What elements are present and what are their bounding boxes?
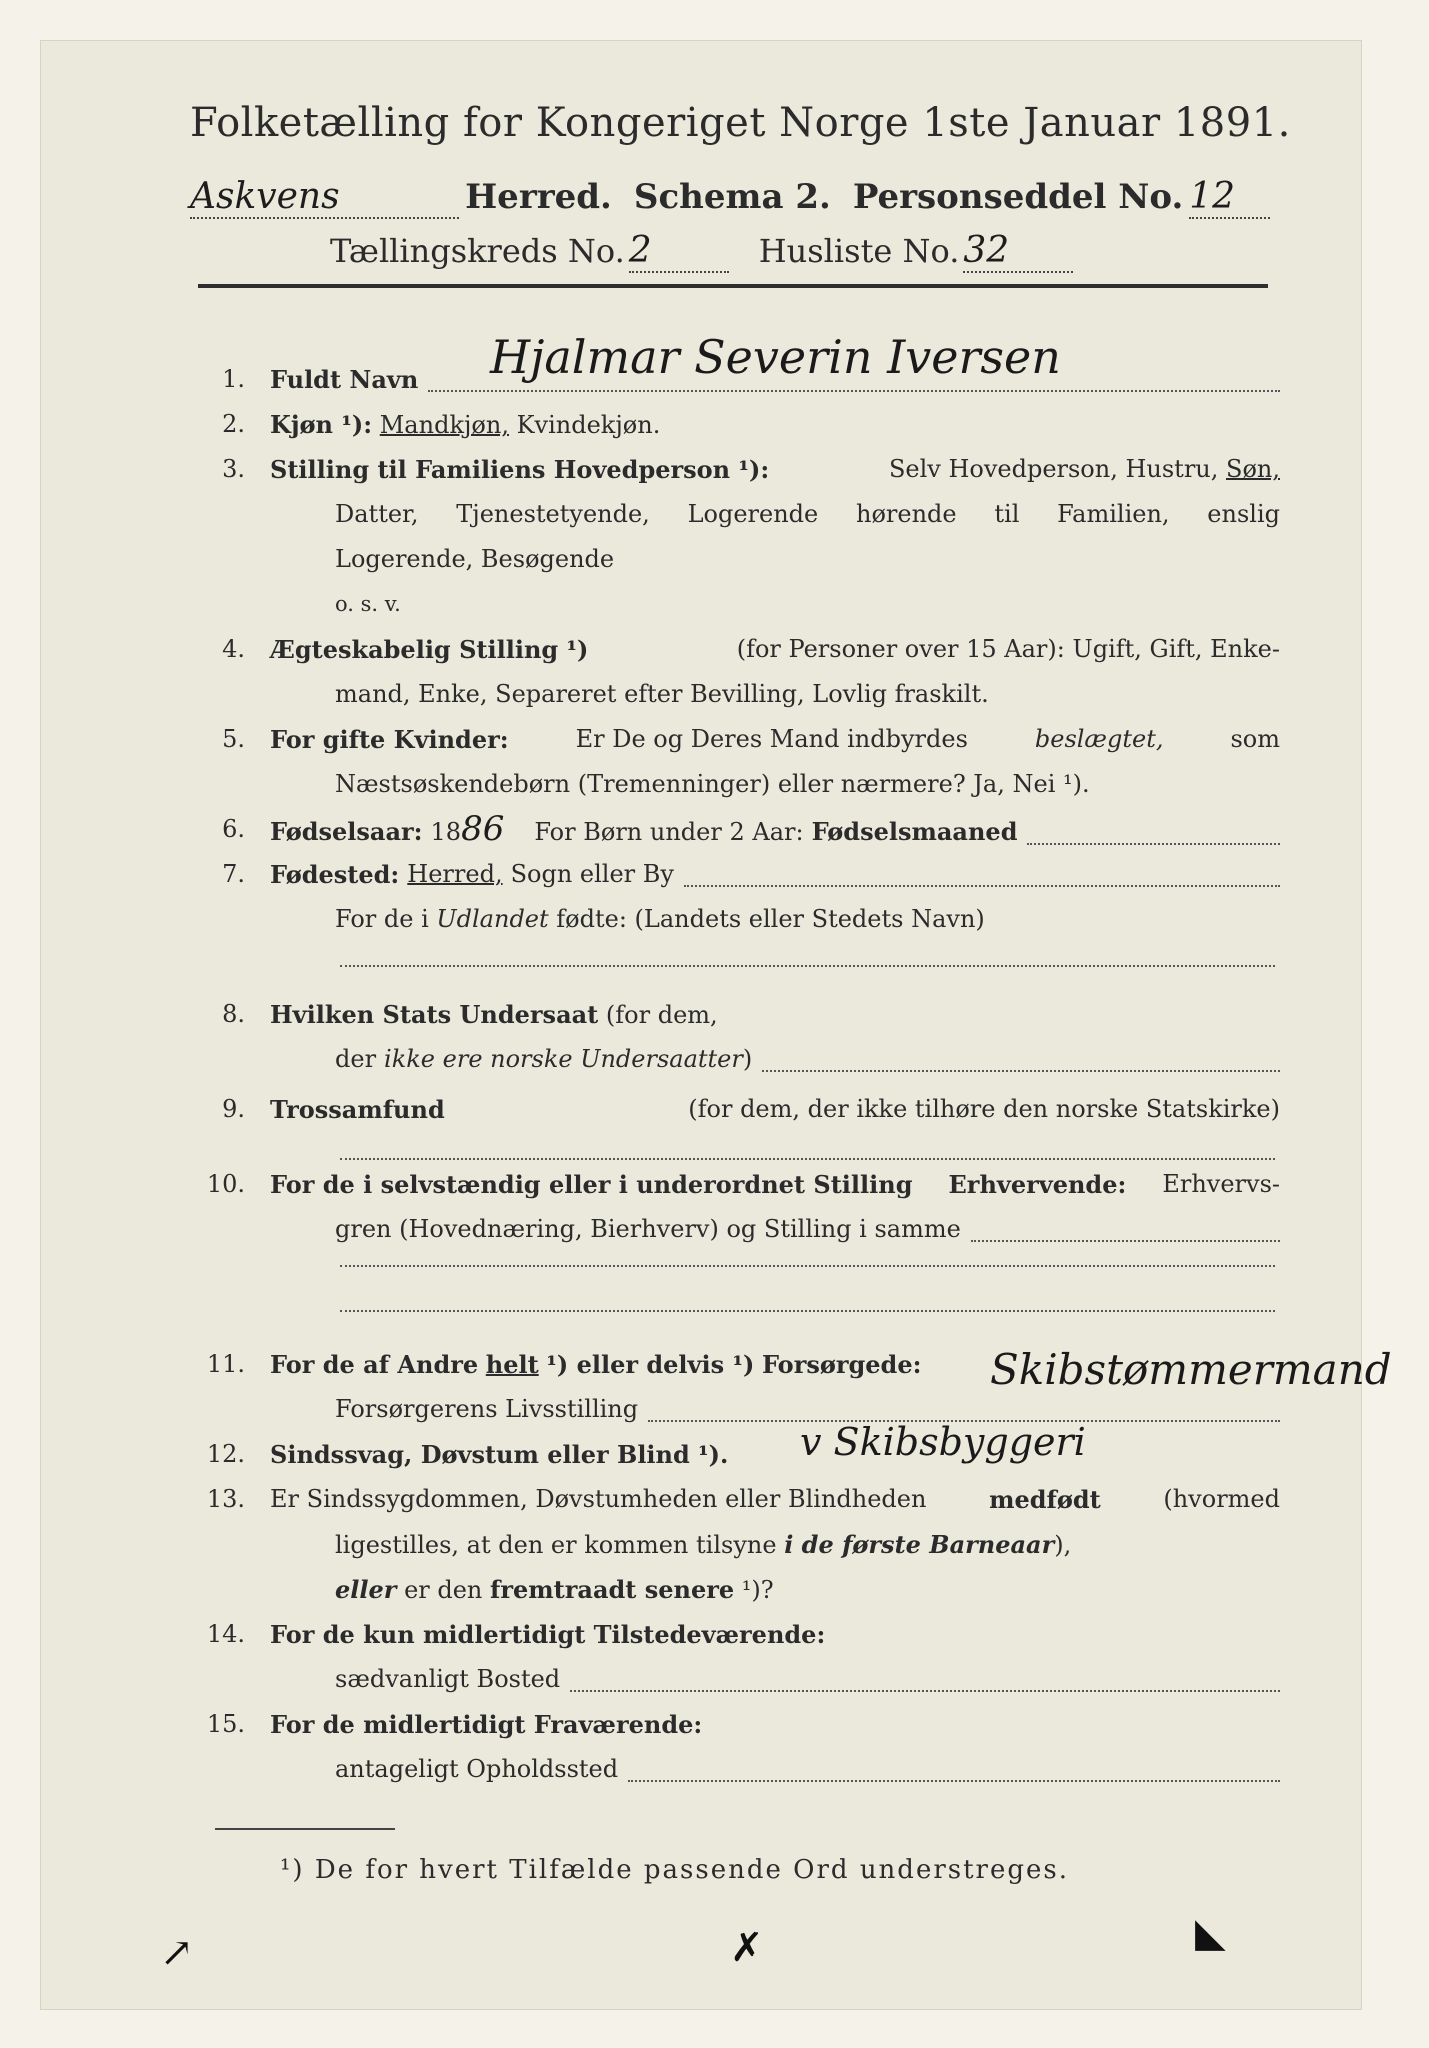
- item-text-part: Er Sindssygdommen, Døvstumheden eller Blindheden: [270, 1485, 927, 1513]
- item-text-part: antageligt Opholdssted: [335, 1755, 619, 1783]
- item-text-part: Er De og Deres Mand indbyrdes: [575, 725, 968, 753]
- header-line-2: [330, 230, 1410, 273]
- item-text-part: gren (Hovednæring, Bierhverv) og Stilling i samme: [335, 1215, 961, 1243]
- item-text-part: [335, 1565, 1345, 1615]
- husliste-label: Husliste No.: [758, 232, 960, 270]
- item-text: [270, 1430, 1280, 1480]
- header-rule: [198, 284, 1268, 288]
- item-number: 7.: [222, 860, 245, 888]
- personseddel-label: Personseddel No.: [852, 177, 1184, 217]
- header-line-1: [190, 176, 1270, 219]
- personseddel-handwritten: 12: [1189, 176, 1270, 219]
- item-number: 14.: [206, 1620, 245, 1648]
- item-text-part: sædvanligt Bosted: [335, 1665, 561, 1693]
- item-text: [270, 1610, 1280, 1660]
- item-text-part: i de første Barneaar: [784, 1530, 1055, 1559]
- item-label: For gifte Kvinder:: [270, 725, 509, 754]
- item-text: [270, 625, 1280, 674]
- item-label: For de kun midlertidigt Tilstedeværende:: [270, 1620, 826, 1649]
- item-text: [270, 400, 1280, 450]
- answer-line: [340, 965, 1275, 967]
- item-text-part: Sogn eller By: [510, 860, 674, 888]
- item-number: 12.: [206, 1440, 245, 1468]
- item-number: 8.: [222, 1000, 245, 1028]
- item-label: Fødested:: [270, 860, 400, 889]
- item-text-part: Forsørgerens Livsstilling: [335, 1395, 639, 1423]
- kreds-label: Tællingskreds No.: [330, 232, 625, 270]
- item-number: 3.: [222, 455, 245, 483]
- item-text-part: beslægtet,: [1034, 725, 1164, 753]
- supporter-occupation-handwritten: Skibstømmermand: [990, 1345, 1392, 1394]
- item-text-part: der: [335, 1045, 377, 1073]
- item-text-part: For de i: [335, 905, 429, 933]
- item-number: 13.: [206, 1485, 245, 1513]
- item-text-part: For de af Andre: [270, 1350, 479, 1379]
- item-text-part: Udlandet: [436, 905, 549, 933]
- item-text-part: [335, 1205, 1280, 1254]
- answer-line: [340, 1265, 1275, 1267]
- item-text-part: [335, 1520, 1345, 1570]
- item-text-part: For Børn under 2 Aar:: [534, 818, 804, 846]
- item-text-part: (for dem,: [605, 1001, 718, 1029]
- item-text-part: (hvormed: [1163, 1485, 1280, 1513]
- husliste-handwritten: 32: [963, 230, 1073, 273]
- item-number: 4.: [222, 635, 245, 663]
- item-text: [270, 990, 1280, 1040]
- item-text: [270, 1085, 1280, 1134]
- schema-label: Schema 2.: [633, 177, 831, 217]
- item-number: 5.: [222, 725, 245, 753]
- item-text-part: (for Personer over 15 Aar): Ugift, Gift, Enke-: [736, 635, 1280, 663]
- item-text-part: ikke ere norske Undersaatter: [384, 1045, 743, 1073]
- footnote-rule: [215, 1828, 395, 1830]
- item-text-part: Næstsøskendebørn (Tremenninger) eller nærmere? Ja, Nei ¹).: [335, 770, 1090, 798]
- item-text-part: fremtraadt senere: [490, 1575, 735, 1604]
- item-text-part: [335, 895, 1345, 944]
- item-text-part: (for dem, der ikke tilhøre den norske Statskirke): [688, 1095, 1280, 1123]
- item-number: 11.: [206, 1350, 245, 1378]
- item-text-part: Forsørgede:: [761, 1350, 922, 1379]
- option-kvindekjon: Kvindekjøn.: [516, 411, 661, 439]
- item-label: For de midlertidigt Fraværende:: [270, 1710, 703, 1739]
- item-label: Sindssvag, Døvstum eller Blind ¹).: [270, 1440, 729, 1469]
- item-label: Stilling til Familiens Hovedperson ¹):: [270, 455, 770, 484]
- item-text-part: ¹) eller delvis ¹): [546, 1350, 755, 1379]
- note-handwritten: v Skibsbyggeri: [800, 1420, 1086, 1464]
- form-title: Folketælling for Kongeriget Norge 1ste Januar 1891.: [190, 100, 1291, 146]
- item-label: Ægteskabelig Stilling ¹): [270, 635, 589, 664]
- item-text: [270, 1475, 1280, 1524]
- item-text: [270, 1700, 1280, 1750]
- herred-handwritten: Askvens: [190, 176, 459, 219]
- item-text: [270, 850, 1280, 899]
- item-text: [270, 1160, 1280, 1209]
- kreds-handwritten: 2: [629, 230, 729, 273]
- item-number: 1.: [222, 365, 245, 393]
- item-text-part: ),: [1054, 1531, 1072, 1559]
- herred-label: Herred.: [465, 177, 612, 217]
- item-number: 6.: [222, 815, 245, 843]
- year-prefix: 18: [430, 818, 462, 846]
- name-handwritten: Hjalmar Severin Iversen: [490, 330, 1061, 384]
- item-text-part: [335, 1745, 1280, 1794]
- item-label: Fødselsaar:: [270, 817, 423, 846]
- item-text-part: For de i selvstændig eller i underordnet Stilling: [270, 1170, 913, 1199]
- margin-mark: ✗: [730, 1925, 764, 1971]
- item-text-part: mand, Enke, Separeret efter Bevilling, Lovlig fraskilt.: [335, 680, 989, 708]
- item-text-part: Logerende, Besøgende: [335, 545, 615, 573]
- item-text-part: eller: [335, 1575, 397, 1604]
- item-text-part: medfødt: [989, 1485, 1101, 1514]
- item-number: 15.: [206, 1710, 245, 1738]
- birth-year-handwritten: 86: [461, 809, 505, 849]
- item-label: Fuldt Navn: [270, 365, 419, 394]
- option-herred: Herred,: [407, 860, 503, 888]
- item-label: Hvilken Stats Undersaat: [270, 1000, 599, 1029]
- answer-line: [340, 1310, 1275, 1312]
- item-text-part: som: [1230, 725, 1280, 753]
- item-text-part: o. s. v.: [335, 592, 401, 616]
- item-text-part: ligestilles, at den er kommen tilsyne: [335, 1531, 777, 1559]
- item-text-part: Erhvervs-: [1162, 1170, 1280, 1198]
- item-number: 10.: [206, 1170, 245, 1198]
- item-text: [270, 445, 1280, 494]
- item-text-part: [335, 1655, 1280, 1704]
- item-text: [270, 715, 1280, 764]
- item-label: Kjøn ¹):: [270, 410, 373, 439]
- item-text-part: ): [742, 1045, 753, 1073]
- item-text-part: ¹)?: [741, 1576, 774, 1604]
- item-text-part: er den: [404, 1576, 483, 1604]
- item-text-part: Erhvervende:: [948, 1170, 1127, 1199]
- item-text-part: Datter, Tjenestetyende, Logerende hørende til Familien, enslig: [335, 500, 1280, 528]
- option-mandkjon: Mandkjøn,: [379, 411, 509, 439]
- margin-mark: ◣: [1195, 1910, 1226, 1956]
- item-text-part: Fødselsmaaned: [811, 817, 1018, 846]
- item-label: Trossamfund: [270, 1095, 445, 1124]
- footnote: ¹) De for hvert Tilfælde passende Ord understreges.: [280, 1855, 1070, 1885]
- option-helt: helt: [485, 1350, 539, 1379]
- item-text-part: Selv Hovedperson, Hustru,: [888, 455, 1219, 483]
- item-number: 9.: [222, 1095, 245, 1123]
- margin-mark: ↗: [160, 1930, 194, 1976]
- item-text-part: [335, 1035, 1280, 1084]
- item-text-part: fødte: (Landets eller Stedets Navn): [556, 905, 985, 933]
- option-son: Søn,: [1226, 455, 1280, 483]
- item-number: 2.: [222, 410, 245, 438]
